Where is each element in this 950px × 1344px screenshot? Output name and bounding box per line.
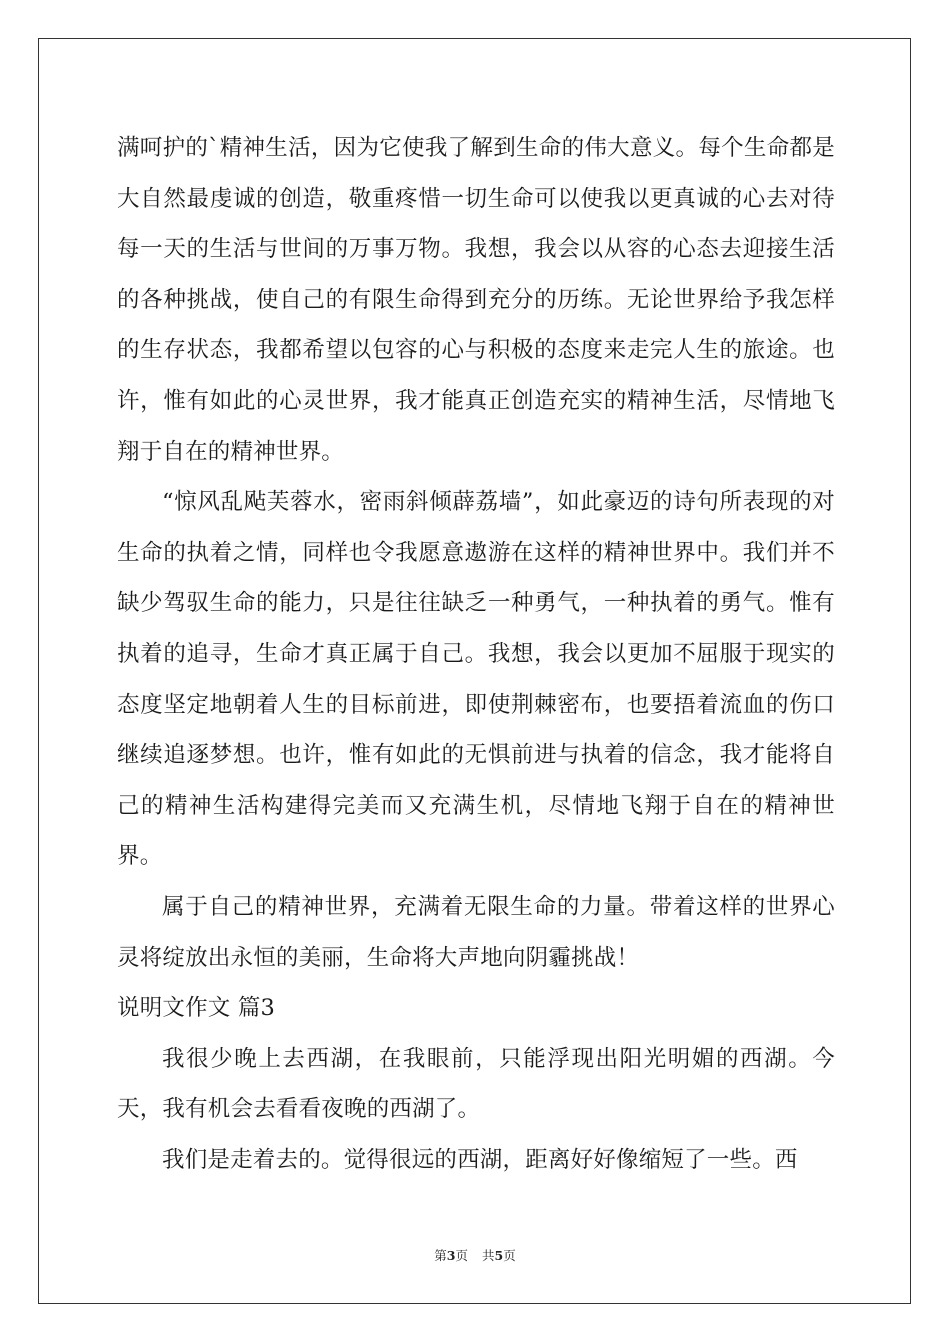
document-body (117, 123, 835, 1185)
paragraph: 我很少晚上去西湖，在我眼前，只能浮现出阳光明媚的西湖。今天，我有机会去看看夜晚的西湖了。 (117, 1045, 835, 1123)
page-footer (0, 1246, 950, 1264)
current-page-number: 3 (446, 1248, 456, 1263)
paragraph: 满呵护的`精神生活，因为它使我了解到生命的伟大意义。每个生命都是大自然最虔诚的创造，敬重疼惜一切生命可以使我以更真诚的心去对待每一天的生活与世间的万事万物。我想，我会以从容的心态去迎接生活的各种挑战，使自己的有限生命得到充分的历练。无论世界给予我怎样的生存状态，我都希望以包容的心与积极的态度来走完人生的旅途。也许，惟有如此的心灵世界，我才能真正创造充实的精神生活，尽情地飞翔于自在的精神世界。 (117, 135, 835, 465)
paragraph: 我们是走着去的。觉得很远的西湖，距离好好像缩短了一些。西 (162, 1146, 798, 1173)
paragraph: “惊风乱飐芙蓉水，密雨斜倾薜荔墙”，如此豪迈的诗句所表现的对生命的执着之情，同样也令我愿意遨游在这样的精神世界中。我们并不缺少驾驭生命的能力，只是往往缺乏一种勇气，一种执着的勇气。惟有执着的追寻，生命才真正属于自己。我想，我会以更加不屈服于现实的态度坚定地朝着人生的目标前进，即使荆棘密布，也要捂着流血的伤口继续追逐梦想。也许，惟有如此的无惧前进与执着的信念，我才能将自己的精神生活构建得完美而又充满生机，尽情地飞翔于自在的精神世界。 (117, 489, 835, 870)
page-prefix: 第 (434, 1248, 447, 1263)
section-heading: 说明文作文 篇3 (117, 995, 276, 1022)
total-suffix: 页 (503, 1248, 516, 1263)
paragraph: 属于自己的精神世界，充满着无限生命的力量。带着这样的世界心灵将绽放出永恒的美丽，生命将大声地向阴霾挑战！ (117, 893, 835, 971)
total-prefix: 共 (482, 1248, 495, 1263)
page-suffix: 页 (455, 1248, 468, 1263)
total-page-number: 5 (494, 1248, 504, 1263)
